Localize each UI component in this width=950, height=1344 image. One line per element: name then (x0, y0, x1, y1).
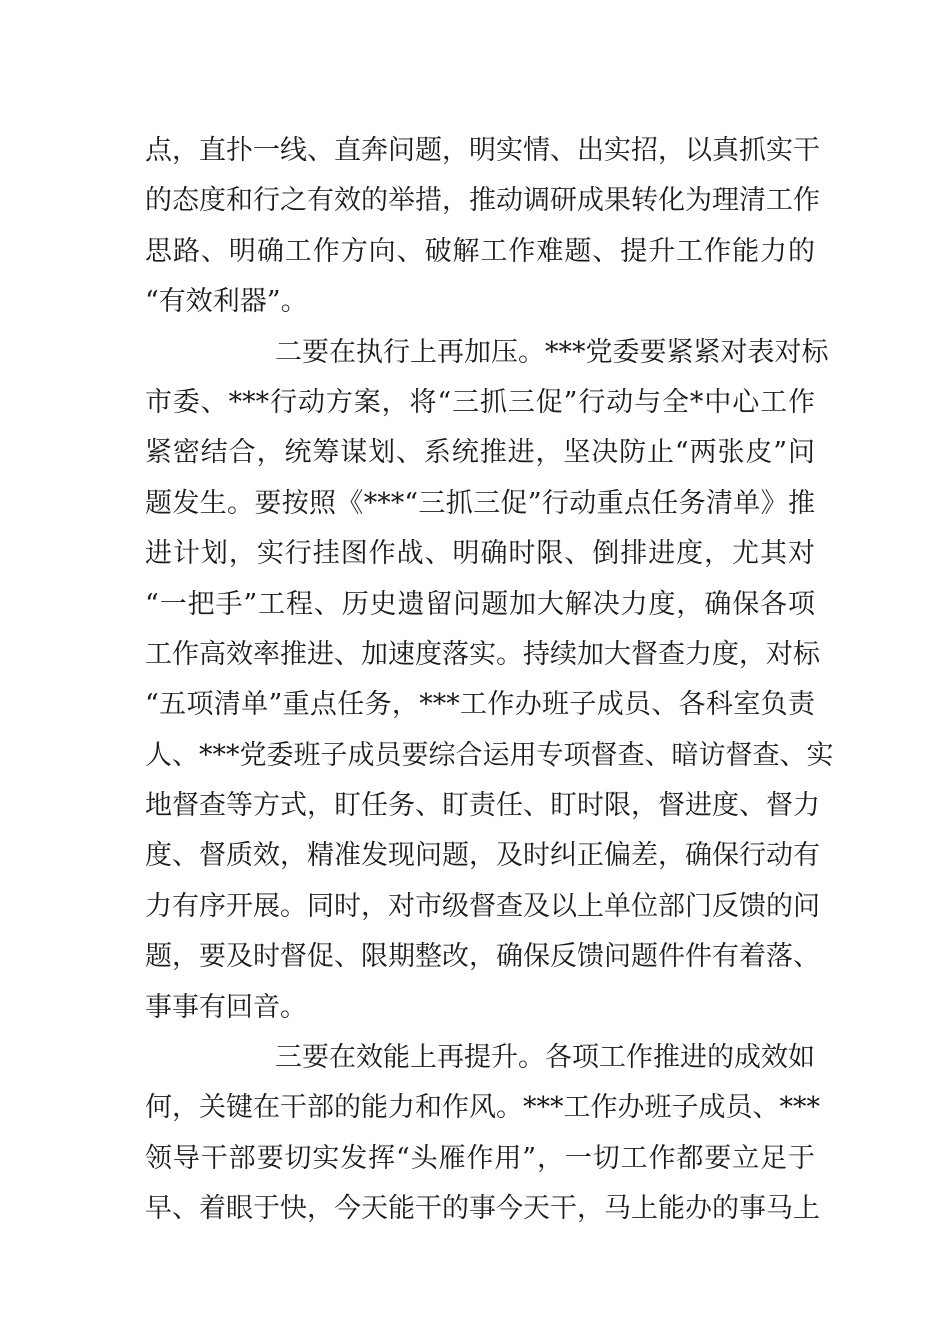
text-line: 进计划，实行挂图作战、明确时限、倒排进度，尤其对 (145, 538, 815, 570)
text-line: “一把手”工程、历史遗留问题加大解决力度，确保各项 (145, 588, 815, 620)
text-line: 力有序开展。同时，对市级督查及以上单位部门反馈的问 (145, 890, 820, 922)
text-line: 三要在效能上再提升。各项工作推进的成效如 (275, 1042, 815, 1074)
text-line: “有效利器”。 (145, 286, 308, 318)
text-line: 点，直扑一线、直奔问题，明实情、出实招，以真抓实干 (145, 135, 820, 166)
text-line: 二要在执行上再加压。***党委要紧紧对表对标 (275, 336, 829, 368)
text-line: 何，关键在干部的能力和作风。***工作办班子成员、*** (145, 1092, 820, 1124)
text-line: 紧密结合，统筹谋划、系统推进，坚决防止“两张皮”问 (145, 437, 815, 469)
text-line: 早、着眼于快，今天能干的事今天干，马上能办的事马上 (145, 1193, 820, 1225)
text-line: 题，要及时督促、限期整改，确保反馈问题件件有着落、 (145, 941, 820, 973)
text-line: 的态度和行之有效的举措，推动调研成果转化为理清工作 (145, 185, 820, 217)
text-line: 题发生。要按照《***“三抓三促”行动重点任务清单》推 (145, 487, 815, 519)
text-line: “五项清单”重点任务，***工作办班子成员、各科室负责 (145, 689, 815, 721)
text-line: 思路、明确工作方向、破解工作难题、提升工作能力的 (145, 235, 815, 267)
text-line: 地督查等方式，盯任务、盯责任、盯时限，督进度、督力 (145, 790, 820, 822)
document-body (145, 126, 834, 1235)
text-line: 市委、***行动方案，将“三抓三促”行动与全*中心工作 (145, 386, 815, 418)
text-line: 领导干部要切实发挥“头雁作用”，一切工作都要立足于 (145, 1142, 815, 1174)
text-line: 工作高效率推进、加速度落实。持续加大督查力度，对标 (145, 638, 820, 670)
text-line: 事事有回音。 (145, 991, 307, 1023)
text-line: 度、督质效，精准发现问题，及时纠正偏差，确保行动有 (145, 840, 820, 872)
text-line: 人、***党委班子成员要综合运用专项督查、暗访督查、实 (145, 739, 834, 771)
